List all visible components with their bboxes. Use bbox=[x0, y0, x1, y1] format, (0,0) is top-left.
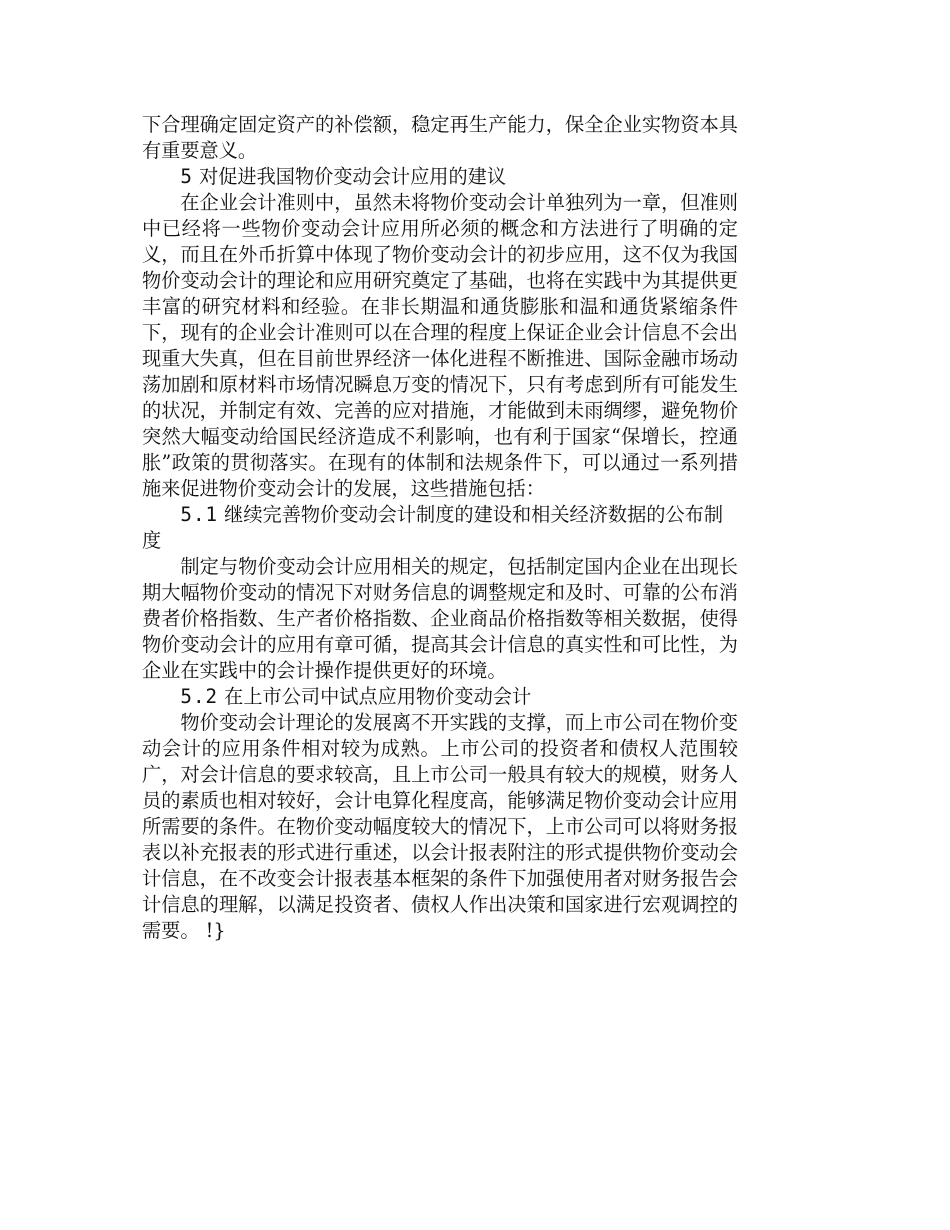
paragraph-intro: 下合理确定固定资产的补偿额，稳定再生产能力，保全企业实物资本具有重要意义。 bbox=[142, 113, 738, 162]
document-page bbox=[142, 112, 738, 944]
paragraph-section-5: 在企业会计准则中，虽然未将物价变动会计单独列为一章，但准则中已经将一些物价变动会计应用所必须的概念和方法进行了明确的定义，而且在外币折算中体现了物价变动会计的初步应用，这不仅为我国物价变动会计的理论和应用研究奠定了基础，也将在实践中为其提供更丰富的研究材料和经验。在非长期温和通货膨胀和温和通货紧缩条件下，现有的企业会计准则可以在合理的程度上保证企业会计信息不会出现重大失真，但在目前世界经济一体化进程不断推进、国际金融市场动荡加剧和原材料市场情况瞬息万变的情况下，只有考虑到所有可能发生的状况，并制定有效、完善的应对措施，才能做到未雨绸缪，避免物价突然大幅变动给国民经济造成不利影响，也有利于国家“保增长，控通胀”政策的贯彻落实。在现有的体制和法规条件下，可以通过一系列措施来促进物价变动会计的发展，这些措施包括： bbox=[142, 191, 738, 500]
section-title: 在上市公司中试点应用物价变动会计 bbox=[224, 685, 532, 708]
section-title: 对促进我国物价变动会计应用的建议 bbox=[199, 165, 507, 188]
section-heading-5-1 bbox=[142, 502, 738, 554]
paragraph-section-5-2: 物价变动会计理论的发展离不开实践的支撑，而上市公司在物价变动会计的应用条件相对较为成熟。上市公司的投资者和债权人范围较广，对会计信息的要求较高，且上市公司一般具有较大的规模，财务人员的素质也相对较好，会计电算化程度高，能够满足物价变动会计应用所需要的条件。在物价变动幅度较大的情况下，上市公司可以将财务报表以补充报表的形式进行重述，以会计报表附注的形式提供物价变动会计信息，在不改变会计报表基本框架的条件下加强使用者对财务报告会计信息的理解，以满足投资者、债权人作出决策和国家进行宏观调控的需要。 !} bbox=[142, 711, 738, 942]
section-number: 5.2 bbox=[180, 685, 219, 708]
paragraph-section-5-1: 制定与物价变动会计应用相关的规定，包括制定国内企业在出现长期大幅物价变动的情况下对财务信息的调整规定和及时、可靠的公布消费者价格指数、生产者价格指数、企业商品价格指数等相关数据，使得物价变动会计的应用有章可循，提高其会计信息的真实性和可比性，为企业在实践中的会计操作提供更好的环境。 bbox=[142, 555, 738, 682]
section-number: 5.1 bbox=[180, 503, 219, 526]
section-heading-5-2 bbox=[142, 684, 738, 710]
section-heading-5 bbox=[142, 164, 738, 190]
section-title: 继续完善物价变动会计制度的建设和相关经济数据的公布制度 bbox=[142, 503, 724, 552]
section-number: 5 bbox=[180, 165, 193, 188]
